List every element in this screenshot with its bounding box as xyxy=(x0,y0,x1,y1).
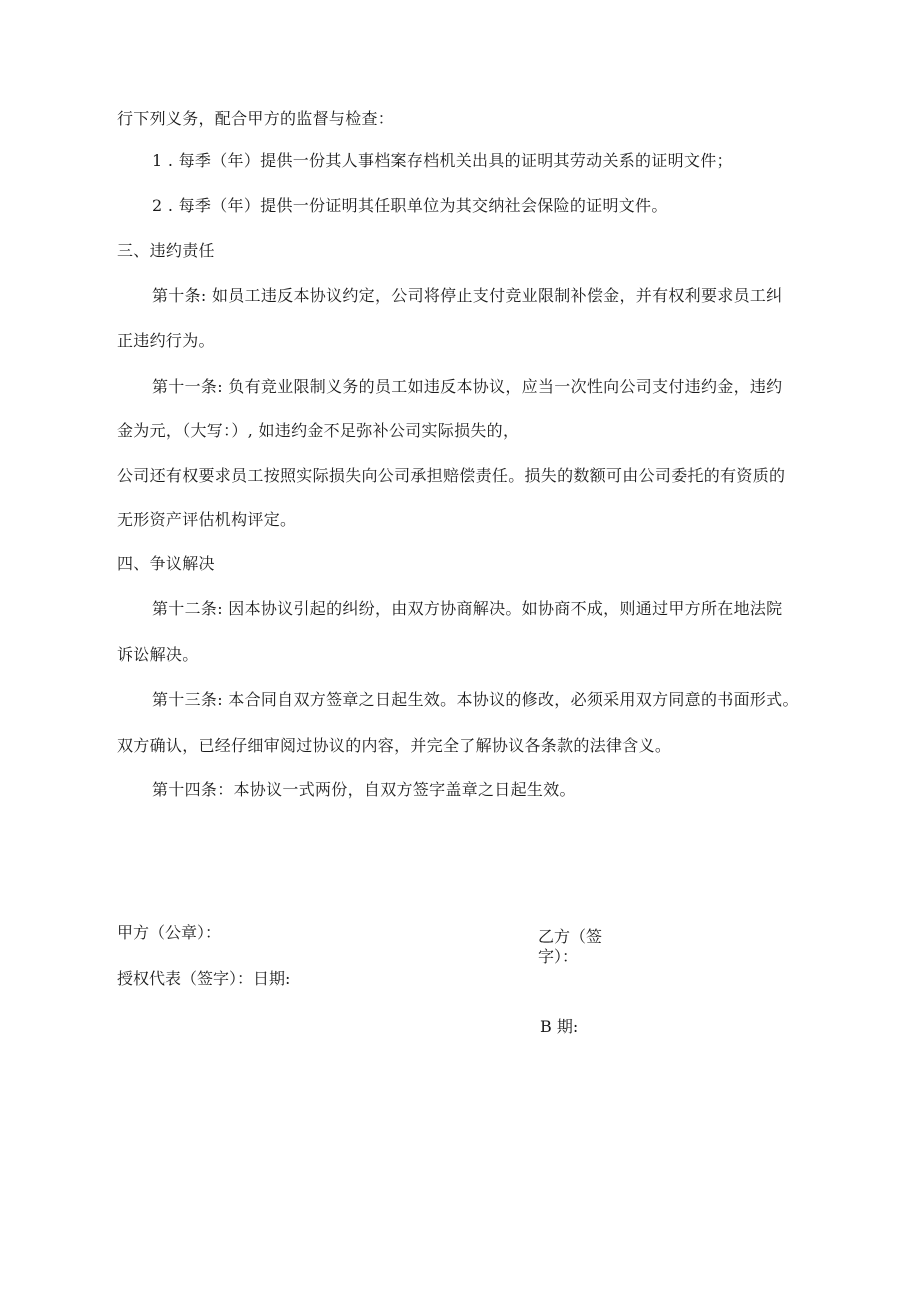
article-11-line-3: 公司还有权要求员工按照实际损失向公司承担赔偿责任。损失的数额可由公司委托的有资质的 xyxy=(117,466,786,485)
body-line-1: 行下列义务，配合甲方的监督与检查： xyxy=(117,109,395,128)
body-line-3: 2 . 每季（年）提供一份证明其任职单位为其交纳社会保险的证明文件。 xyxy=(152,196,668,215)
body-line-2: 1 . 每季（年）提供一份其人事档案存档机关出具的证明其劳动关系的证明文件； xyxy=(152,151,733,170)
article-13-line-2: 双方确认，已经仔细审阅过协议的内容，并完全了解协议各条款的法律含义。 xyxy=(117,736,672,755)
party-a-seal-label: 甲方（公章）： xyxy=(117,923,222,942)
article-12-line-2: 诉讼解决。 xyxy=(117,645,199,664)
party-b-date-label: B 期: xyxy=(540,1017,579,1036)
article-13-line-1: 第十三条: 本合同自双方签章之日起生效。本协议的修改，必须采用双方同意的书面形式。 xyxy=(152,690,799,709)
party-b-signature-label-1: 乙方（签 xyxy=(538,927,603,946)
section-heading-dispute: 四、争议解决 xyxy=(117,554,215,573)
article-12-line-1: 第十二条: 因本协议引起的纠纷，由双方协商解决。如协商不成，则通过甲方所在地法院 xyxy=(152,599,783,618)
article-10-line-2: 正违约行为。 xyxy=(117,331,215,350)
party-b-signature-label-2: 字）： xyxy=(538,947,579,966)
section-heading-breach: 三、违约责任 xyxy=(117,241,215,260)
article-11-line-4: 无形资产评估机构评定。 xyxy=(117,510,297,529)
representative-date-label: 授权代表（签字）：日期: xyxy=(117,969,291,988)
article-10-line-1: 第十条: 如员工违反本协议约定，公司将停止支付竞业限制补偿金，并有权利要求员工纠 xyxy=(152,286,783,305)
article-11-line-2: 金为元，（大写：）, 如违约金不足弥补公司实际损失的， xyxy=(117,421,520,440)
article-11-line-1: 第十一条: 负有竞业限制义务的员工如违反本协议，应当一次性向公司支付违约金，违约 xyxy=(152,377,783,396)
article-14-line: 第十四条：本协议一式两份，自双方签字盖章之日起生效。 xyxy=(152,780,576,799)
